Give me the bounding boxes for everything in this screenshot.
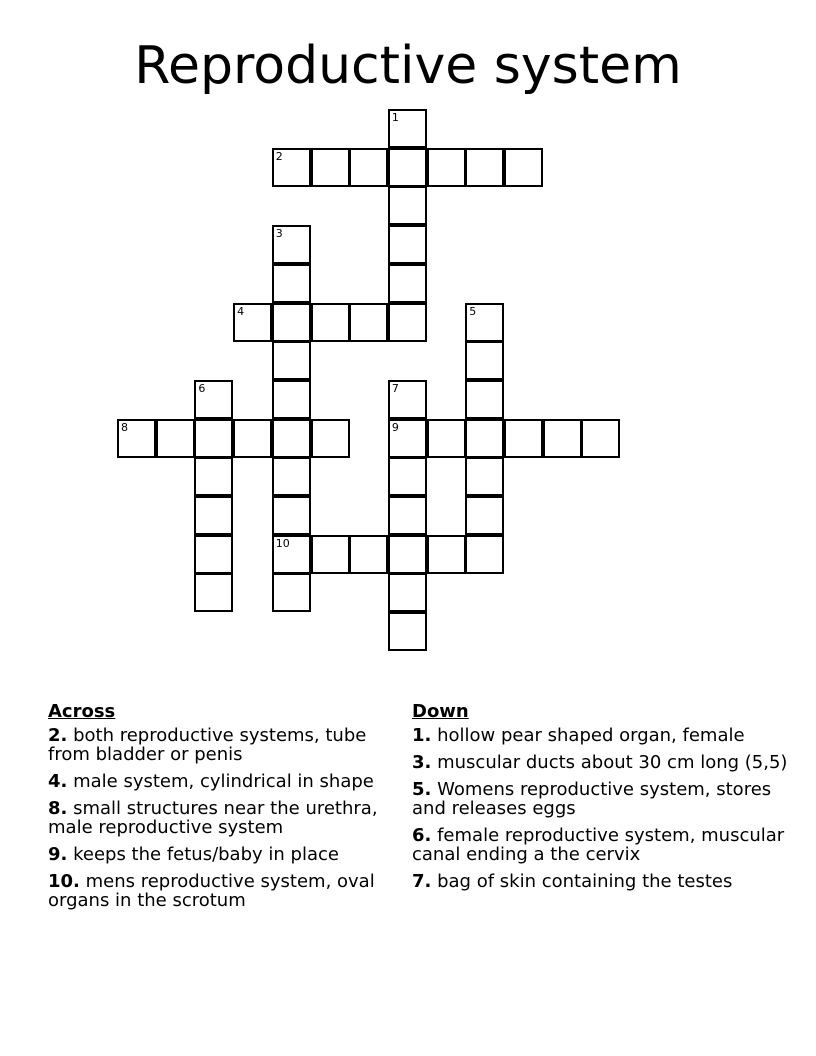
grid-cell[interactable]	[388, 186, 427, 225]
across-heading: Across	[48, 701, 116, 722]
clue-number: 5.	[412, 779, 432, 800]
grid-cell[interactable]	[311, 535, 350, 574]
grid-cell[interactable]	[272, 496, 311, 535]
grid-cell[interactable]	[272, 419, 311, 458]
cell-number: 4	[237, 304, 245, 318]
grid-cell[interactable]	[581, 419, 620, 458]
grid-cell[interactable]	[388, 380, 427, 419]
grid-cell[interactable]	[388, 535, 427, 574]
clue-number: 10.	[48, 871, 80, 892]
grid-cell[interactable]	[272, 573, 311, 612]
grid-cell[interactable]	[465, 419, 504, 458]
clue-number: 6.	[412, 825, 432, 846]
grid-cell[interactable]	[465, 496, 504, 535]
grid-cell[interactable]	[465, 535, 504, 574]
clue-text: keeps the fetus/baby in place	[67, 844, 339, 865]
grid-cell[interactable]	[194, 419, 233, 458]
grid-cell[interactable]	[388, 148, 427, 187]
grid-cell[interactable]	[427, 148, 466, 187]
grid-cell[interactable]	[388, 303, 427, 342]
grid-cell[interactable]	[233, 303, 272, 342]
across-clue	[48, 845, 408, 864]
grid-cell[interactable]	[117, 419, 156, 458]
cell-number: 3	[275, 227, 283, 241]
grid-cell[interactable]	[194, 573, 233, 612]
grid-cell[interactable]	[388, 457, 427, 496]
grid-cell[interactable]	[388, 496, 427, 535]
clue-text: muscular ducts about 30 cm long (5,5)	[431, 752, 788, 773]
grid-cell[interactable]	[272, 341, 311, 380]
grid-cell[interactable]	[272, 457, 311, 496]
cell-number: 8	[121, 420, 128, 434]
cell-number: 1	[391, 111, 399, 124]
clue-text: bag of skin containing the testes	[431, 871, 733, 892]
grid-cell[interactable]	[311, 148, 350, 187]
grid-cell[interactable]	[388, 109, 427, 148]
down-heading: Down	[412, 701, 469, 722]
clue-number: 9.	[48, 844, 68, 865]
grid-cell[interactable]	[504, 419, 543, 458]
clue-number: 3.	[412, 752, 432, 773]
across-clues	[48, 700, 408, 918]
cell-number: 9	[391, 420, 399, 434]
cell-number: 5	[469, 304, 477, 318]
page-title: Reproductive system	[134, 36, 682, 96]
grid-cell[interactable]	[388, 264, 427, 303]
across-clue	[48, 726, 408, 764]
across-clue	[48, 872, 408, 910]
clue-number: 7.	[412, 871, 432, 892]
cell-number: 7	[391, 381, 399, 395]
across-clue	[48, 799, 408, 837]
grid-cell[interactable]	[272, 380, 311, 419]
clue-text: hollow pear shaped organ, female	[431, 725, 745, 746]
cell-number: 6	[198, 381, 206, 395]
clue-text: mens reproductive system, oval organs in the scrotum	[48, 871, 375, 911]
grid-cell[interactable]	[388, 419, 427, 458]
down-clue	[412, 726, 792, 745]
grid-cell[interactable]	[194, 496, 233, 535]
grid-cell[interactable]	[465, 341, 504, 380]
grid-cell[interactable]	[349, 303, 388, 342]
down-clue	[412, 872, 792, 891]
cell-number: 10	[275, 536, 290, 550]
grid-cell[interactable]	[427, 535, 466, 574]
down-clue	[412, 826, 792, 864]
down-clue	[412, 780, 792, 818]
grid-cell[interactable]	[465, 457, 504, 496]
clue-number: 8.	[48, 798, 68, 819]
grid-cell[interactable]	[194, 535, 233, 574]
grid-cell[interactable]	[465, 303, 504, 342]
grid-cell[interactable]	[388, 573, 427, 612]
cell-number: 2	[275, 149, 283, 163]
grid-cell[interactable]	[349, 148, 388, 187]
down-clues	[412, 700, 792, 899]
grid-cell[interactable]	[504, 148, 543, 187]
grid-cell[interactable]	[272, 535, 311, 574]
grid-cell[interactable]	[349, 535, 388, 574]
clue-text: small structures near the urethra, male reproductive system	[48, 798, 378, 838]
grid-cell[interactable]	[311, 419, 350, 458]
grid-cell[interactable]	[388, 612, 427, 651]
grid-cell[interactable]	[156, 419, 195, 458]
across-clue	[48, 772, 408, 791]
clue-text: Womens reproductive system, stores and releases eggs	[412, 779, 772, 819]
grid-cell[interactable]	[388, 225, 427, 264]
grid-cell[interactable]	[272, 148, 311, 187]
grid-cell[interactable]	[272, 264, 311, 303]
clue-number: 4.	[48, 771, 68, 792]
grid-cell[interactable]	[272, 225, 311, 264]
grid-cell[interactable]	[194, 457, 233, 496]
clue-text: female reproductive system, muscular canal ending a the cervix	[412, 825, 785, 865]
clue-text: both reproductive systems, tube from bladder or penis	[48, 725, 367, 765]
grid-cell[interactable]	[194, 380, 233, 419]
grid-cell[interactable]	[465, 380, 504, 419]
grid-cell[interactable]	[272, 303, 311, 342]
grid-cell[interactable]	[233, 419, 272, 458]
down-clue	[412, 753, 792, 772]
clue-number: 2.	[48, 725, 68, 746]
grid-cell[interactable]	[427, 419, 466, 458]
grid-cell[interactable]	[543, 419, 582, 458]
grid-cell[interactable]	[465, 148, 504, 187]
clue-text: male system, cylindrical in shape	[67, 771, 374, 792]
grid-cell[interactable]	[311, 303, 350, 342]
clue-number: 1.	[412, 725, 432, 746]
